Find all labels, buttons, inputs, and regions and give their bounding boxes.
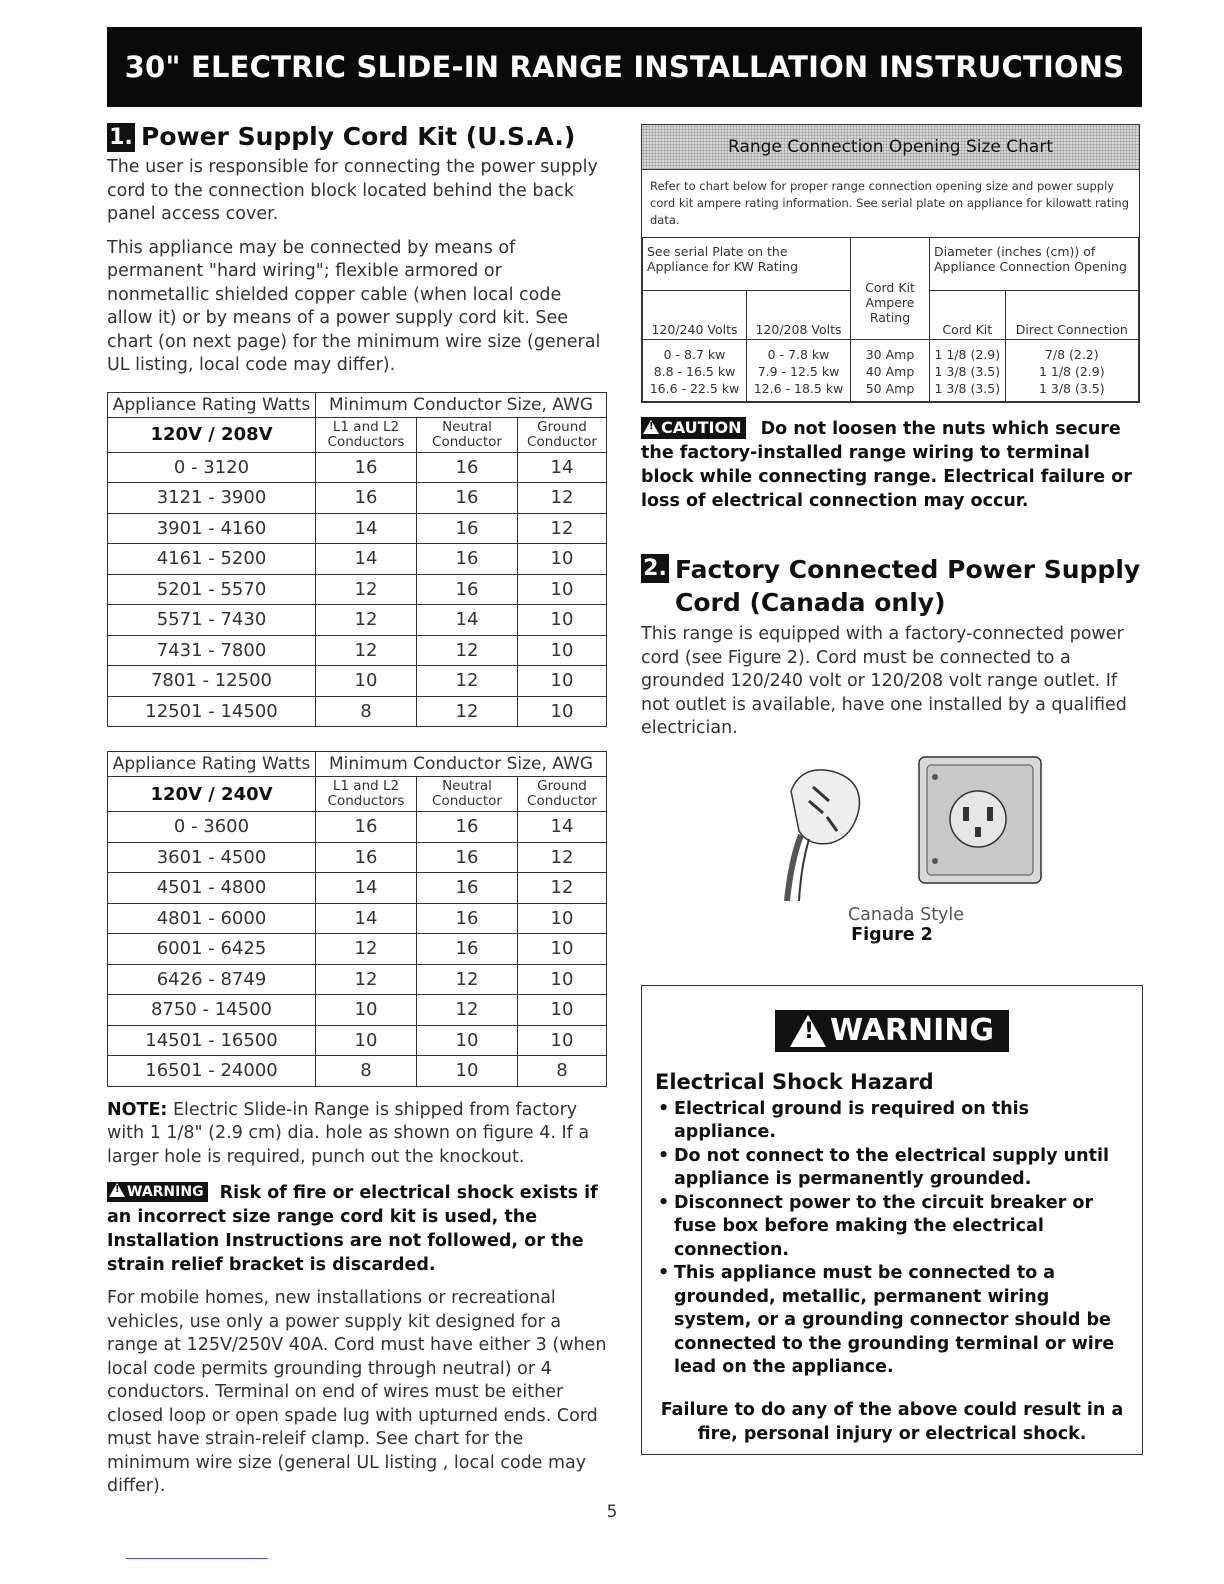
- table-cell: 6426 - 8749: [108, 964, 316, 995]
- hazard-list: [642, 1098, 1142, 1380]
- table-row: [108, 964, 607, 995]
- table-row: [108, 574, 607, 605]
- table-row: [108, 934, 607, 965]
- section2-number: 2.: [641, 554, 669, 583]
- table-cell: 10: [518, 995, 607, 1026]
- table-cell: 10: [518, 696, 607, 727]
- connection-column: [930, 340, 1006, 402]
- connection-column: [851, 340, 930, 402]
- connection-column: [747, 340, 851, 402]
- table-cell: 12: [316, 574, 417, 605]
- section1-number: 1.: [107, 123, 135, 152]
- section1-title: Power Supply Cord Kit (U.S.A.): [141, 122, 576, 151]
- warning-triangle-icon: [790, 1015, 826, 1047]
- table-cell: 16: [417, 842, 518, 873]
- table-cell: 16: [417, 934, 518, 965]
- section1-heading: [107, 122, 607, 152]
- awg-table-240: [107, 751, 607, 1087]
- warning-paragraph: [107, 1181, 607, 1277]
- table-cell: 5201 - 5570: [108, 574, 316, 605]
- table-row: [108, 1056, 607, 1087]
- page-title: 30" ELECTRIC SLIDE-IN RANGE INSTALLATION INSTRUCTIONS: [124, 50, 1125, 84]
- table-cell: 14: [316, 903, 417, 934]
- table-cell: 12: [518, 513, 607, 544]
- note-label: NOTE:: [107, 1099, 168, 1120]
- connection-value: 7/8 (2.2): [1044, 347, 1099, 362]
- col-direct-connection: Direct Connection: [1005, 291, 1138, 340]
- min-header: Minimum Conductor Size, AWG: [316, 752, 607, 777]
- table-row: [108, 812, 607, 843]
- hazard-item: • Do not connect to the electrical supply until appliance is permanently grounded.: [656, 1145, 1128, 1192]
- section1-para1: The user is responsible for connecting the power supply cord to the connection block located behind the back panel access cover.: [107, 157, 598, 224]
- table-cell: 12: [316, 934, 417, 965]
- table-row: [108, 903, 607, 934]
- connection-table: [642, 237, 1139, 402]
- figure-2: [641, 751, 1143, 951]
- page-banner: [107, 27, 1142, 107]
- table-cell: 4801 - 6000: [108, 903, 316, 934]
- diameter-header: Diameter (inches (cm)) of Appliance Connection Opening: [930, 238, 1139, 291]
- table-row: [108, 513, 607, 544]
- table-cell: 16501 - 24000: [108, 1056, 316, 1087]
- warning-banner: [775, 1010, 1009, 1052]
- table-cell: 16: [316, 842, 417, 873]
- table-cell: 16: [417, 544, 518, 575]
- page-number: 5: [606, 1502, 618, 1522]
- table-cell: 14: [518, 452, 607, 483]
- table-cell: 14: [316, 544, 417, 575]
- hazard-item: • This appliance must be connected to a grounded, metallic, permanent wiring system, or a grounding connector should be connected to the grounding terminal or wire lead on the appliance.: [656, 1262, 1128, 1380]
- rating-header: Appliance Rating Watts: [108, 752, 316, 777]
- table-cell: 16: [417, 452, 518, 483]
- section2-heading: [641, 553, 1143, 619]
- table-cell: 7801 - 12500: [108, 666, 316, 697]
- connection-value: 1 1/8 (2.9): [1038, 364, 1105, 379]
- connection-value: 40 Amp: [865, 364, 915, 379]
- col-cord-kit: Cord Kit: [930, 291, 1006, 340]
- table-cell: 6001 - 6425: [108, 934, 316, 965]
- table-cell: 12: [417, 995, 518, 1026]
- table-cell: 12: [518, 842, 607, 873]
- table-cell: 10: [518, 1025, 607, 1056]
- connection-value: 1 3/8 (3.5): [934, 381, 1001, 396]
- table-cell: 16: [316, 452, 417, 483]
- table-cell: 10: [417, 1056, 518, 1087]
- table-cell: 16: [417, 513, 518, 544]
- voltage-label: 120V / 208V: [108, 417, 316, 452]
- hazard-title: Electrical Shock Hazard: [655, 1069, 934, 1094]
- chart-intro: Refer to chart below for proper range connection opening size and power supply cord kit ampere rating information. See serial plate on appliance for kilowatt rating data.: [650, 179, 1130, 227]
- table-cell: 12: [518, 873, 607, 904]
- caution-badge: [641, 417, 746, 439]
- note-text: Electric Slide-in Range is shipped from factory with 1 1/8" (2.9 cm) dia. hole as shown on figure 4. If a larger hole is required, punch out the knockout.: [107, 1099, 590, 1167]
- table-cell: 7431 - 7800: [108, 635, 316, 666]
- table-cell: 16: [417, 812, 518, 843]
- caution-paragraph: [641, 417, 1143, 513]
- serial-plate-header: See serial Plate on the Appliance for KW Rating: [643, 238, 851, 291]
- table-cell: 14501 - 16500: [108, 1025, 316, 1056]
- table-cell: 8: [518, 1056, 607, 1087]
- voltage-label: 120V / 240V: [108, 777, 316, 812]
- footer-line: [126, 1558, 268, 1559]
- table-cell: 10: [518, 574, 607, 605]
- table-cell: 12501 - 14500: [108, 696, 316, 727]
- table-cell: 14: [417, 605, 518, 636]
- chart-title: Range Connection Opening Size Chart: [642, 125, 1139, 170]
- table-cell: 5571 - 7430: [108, 605, 316, 636]
- connection-value: 0 - 8.7 kw: [663, 347, 726, 362]
- table-row: [108, 483, 607, 514]
- table-row: [108, 873, 607, 904]
- table-cell: 10: [518, 964, 607, 995]
- col-neutral: Neutral Conductor: [417, 417, 518, 452]
- connection-value: 0 - 7.8 kw: [767, 347, 830, 362]
- connection-chart: [641, 124, 1140, 403]
- table-row: [108, 666, 607, 697]
- table-cell: 10: [518, 605, 607, 636]
- table-cell: 8750 - 14500: [108, 995, 316, 1026]
- col-ground: Ground Conductor: [518, 417, 607, 452]
- table-cell: 4501 - 4800: [108, 873, 316, 904]
- warning-text: Risk of fire or electrical shock exists if an incorrect size range cord kit is used, the Installation Instructions are not followed, or the strain relief bracket is discarded.: [107, 1183, 598, 1275]
- table-cell: 12: [316, 635, 417, 666]
- table-cell: 10: [518, 903, 607, 934]
- receptacle-icon: [919, 757, 1041, 883]
- connection-value: 30 Amp: [865, 347, 915, 362]
- table-cell: 16: [316, 483, 417, 514]
- table-cell: 16: [417, 483, 518, 514]
- table-row: [108, 605, 607, 636]
- table-cell: 0 - 3120: [108, 452, 316, 483]
- table-cell: 16: [417, 873, 518, 904]
- table-cell: 8: [316, 696, 417, 727]
- col-l1l2: L1 and L2 Conductors: [316, 417, 417, 452]
- table-cell: 10: [518, 666, 607, 697]
- amp-rating-header: Cord Kit Ampere Rating: [851, 238, 930, 340]
- table-cell: 12: [316, 605, 417, 636]
- table-cell: 12: [417, 964, 518, 995]
- table-cell: 12: [417, 696, 518, 727]
- connection-value: 1 3/8 (3.5): [934, 364, 1001, 379]
- table-cell: 3901 - 4160: [108, 513, 316, 544]
- col-ground: Ground Conductor: [518, 777, 607, 812]
- table-cell: 12: [316, 964, 417, 995]
- right-column: [641, 122, 1143, 1455]
- hazard-item: • Electrical ground is required on this appliance.: [656, 1098, 1128, 1145]
- awg-table-240-body: [108, 812, 607, 1087]
- table-row: [108, 452, 607, 483]
- connection-value: 8.8 - 16.5 kw: [653, 364, 736, 379]
- table-cell: 10: [518, 544, 607, 575]
- section2-para: This range is equipped with a factory-connected power cord (see Figure 2). Cord must be connected to a grounded 120/240 volt or 120/208 volt range outlet. If not outlet is available, have one installed by a qualified electrician.: [641, 624, 1127, 738]
- warning-badge-label: WARNING: [127, 1184, 204, 1200]
- table-cell: 10: [316, 995, 417, 1026]
- note-paragraph: [107, 1099, 607, 1170]
- col-neutral: Neutral Conductor: [417, 777, 518, 812]
- table-cell: 16: [316, 812, 417, 843]
- table-cell: 14: [518, 812, 607, 843]
- warning-banner-label: WARNING: [829, 1013, 995, 1048]
- mobile-homes-paragraph: For mobile homes, new installations or recreational vehicles, use only a power supply kit designed for a range at 125V/250V 40A. Cord must have either 3 (when local code permits grounding through neutral) or 4 conductors. Terminal on end of wires must be either closed loop or open spade lug with upturned ends. Cord must have strain-releif clamp. See chart for the minimum wire size (general UL listing , local code may differ).: [107, 1288, 607, 1496]
- section2-title: Factory Connected Power Supply Cord (Canada only): [675, 555, 1141, 617]
- table-cell: 3601 - 4500: [108, 842, 316, 873]
- connection-values-row: [643, 340, 1139, 402]
- connection-column: [1005, 340, 1138, 402]
- table-cell: 14: [316, 513, 417, 544]
- connection-value: 7.9 - 12.5 kw: [757, 364, 840, 379]
- figure-caption: Canada Style: [847, 904, 965, 925]
- figure-label: Figure 2: [851, 924, 933, 945]
- table-cell: 10: [316, 1025, 417, 1056]
- table-row: [108, 635, 607, 666]
- caution-badge-label: CAUTION: [661, 418, 742, 437]
- hazard-item: • Disconnect power to the circuit breaker or fuse box before making the electrical connection.: [656, 1192, 1128, 1263]
- connection-value: 1 1/8 (2.9): [934, 347, 1001, 362]
- section1-para2: This appliance may be connected by means of permanent "hard wiring"; flexible armored or nonmetallic shielded copper cable (when local code allow it) or by means of a power supply cord kit. See chart (on next page) for the minimum wire size (general UL listing, local code may differ).: [107, 237, 601, 375]
- table-row: [108, 995, 607, 1026]
- connection-value: 16.6 - 22.5 kw: [649, 381, 740, 396]
- awg-table-208: [107, 392, 607, 728]
- connection-value: 50 Amp: [865, 381, 915, 396]
- col-208-volts: 120/208 Volts: [747, 291, 851, 340]
- table-row: [108, 544, 607, 575]
- awg-table-208-body: [108, 452, 607, 727]
- table-cell: 10: [518, 635, 607, 666]
- rating-header: Appliance Rating Watts: [108, 392, 316, 417]
- table-cell: 0 - 3600: [108, 812, 316, 843]
- left-column: [107, 122, 607, 1499]
- warning-box: [641, 985, 1143, 1455]
- connection-value: 1 3/8 (3.5): [1038, 381, 1105, 396]
- caution-triangle-icon: [643, 420, 659, 434]
- warning-triangle-icon: [109, 1183, 125, 1197]
- warning-badge: [107, 1182, 208, 1202]
- table-cell: 10: [518, 934, 607, 965]
- table-row: [108, 696, 607, 727]
- connection-column: [643, 340, 747, 402]
- min-header: Minimum Conductor Size, AWG: [316, 392, 607, 417]
- plug-icon: [787, 769, 859, 900]
- table-cell: 12: [417, 666, 518, 697]
- table-cell: 16: [417, 903, 518, 934]
- failure-statement: Failure to do any of the above could result in a fire, personal injury or electrical shock.: [660, 1399, 1124, 1444]
- col-240-volts: 120/240 Volts: [643, 291, 747, 340]
- connection-value: 12.6 - 18.5 kw: [753, 381, 844, 396]
- canada-plug-illustration: [641, 751, 1141, 901]
- table-row: [108, 1025, 607, 1056]
- col-l1l2: L1 and L2 Conductors: [316, 777, 417, 812]
- table-row: [108, 842, 607, 873]
- table-cell: 10: [316, 666, 417, 697]
- table-cell: 8: [316, 1056, 417, 1087]
- table-cell: 14: [316, 873, 417, 904]
- table-cell: 10: [417, 1025, 518, 1056]
- table-cell: 12: [518, 483, 607, 514]
- table-cell: 4161 - 5200: [108, 544, 316, 575]
- caution-text: Do not loosen the nuts which secure the factory-installed range wiring to terminal block while connecting range. Electrical failure or loss of electrical connection may occur.: [641, 419, 1132, 511]
- table-cell: 12: [417, 635, 518, 666]
- table-cell: 3121 - 3900: [108, 483, 316, 514]
- table-cell: 16: [417, 574, 518, 605]
